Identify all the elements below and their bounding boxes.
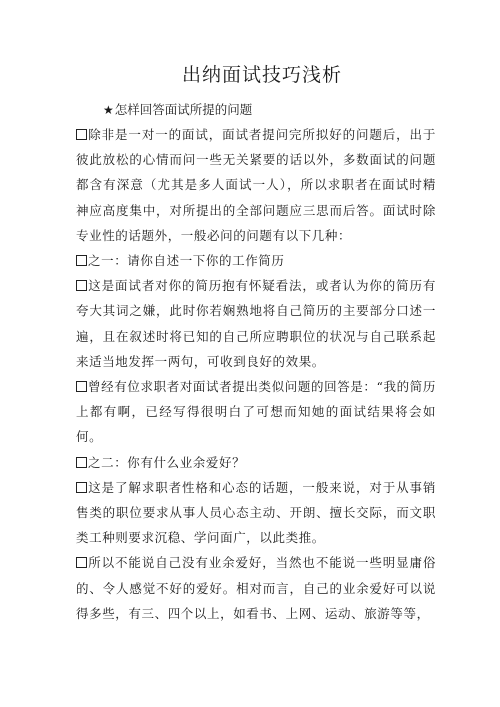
checkbox-bullet-icon — [76, 557, 87, 568]
paragraph-intro — [76, 122, 436, 248]
checkbox-bullet-icon — [76, 280, 87, 291]
question-two-answer — [76, 475, 436, 551]
checkbox-bullet-icon — [76, 381, 87, 392]
question-two-heading — [76, 450, 436, 475]
checkbox-bullet-icon — [76, 129, 87, 140]
star-icon: ★ — [103, 103, 114, 117]
question-one-heading — [76, 248, 436, 273]
paragraph-text: 除非是一对一的面试，面试者提问完所拟好的问题后，出于彼此放松的心情而问一些无关紧要的话以外，多数面试的问题都含有深意（尤其是多人面试一人），所以求职者在面试时精神应高度集中，对所提出的全部问题应三思而后答。面试时除专业性的话题外，一般必问的问题有以下几种： — [76, 127, 436, 243]
section-heading-text: 怎样回答面试所提的问题 — [114, 102, 253, 117]
paragraph-text: 曾经有位求职者对面试者提出类似问题的回答是：“我的简历上都有啊，已经写得很明白了可想而知她的面试结果将会如何。 — [76, 379, 436, 445]
paragraph-text: 之二：你有什么业余爱好？ — [88, 454, 246, 470]
document-title: 出纳面试技巧浅析 — [181, 64, 342, 86]
paragraph-text: 所以不能说自己没有业余爱好，当然也不能说一些明显庸俗的、令人感觉不好的爱好。相对而言，自己的业余爱好可以说得多些，有三、四个以上，如看书、上网、运动、旅游等等， — [76, 555, 436, 621]
checkbox-bullet-icon — [76, 482, 87, 493]
question-two-advice — [76, 550, 436, 626]
paragraph-text: 之一：请你自述一下你的工作简历 — [88, 253, 285, 269]
paragraph-text: 这是面试者对你的简历抱有怀疑看法，或者认为你的简历有夸大其词之嫌，此时你若娴熟地将自己简历的主要部分口述一遍，且在叙述时将已知的自己所应聘职位的状况与自己联系起来适当地发挥一两句，可收到良好的效果。 — [76, 278, 436, 369]
checkbox-bullet-icon — [76, 255, 87, 266]
question-one-answer — [76, 273, 436, 374]
section-heading — [76, 98, 436, 122]
checkbox-bullet-icon — [76, 457, 87, 468]
question-one-example — [76, 374, 436, 450]
paragraph-text: 这是了解求职者性格和心态的话题，一般来说，对于从事销售类的职位要求从事人员心态主动、开朗、擅长交际，而文职类工种则要求沉稳、学问面广，以此类推。 — [76, 479, 436, 546]
